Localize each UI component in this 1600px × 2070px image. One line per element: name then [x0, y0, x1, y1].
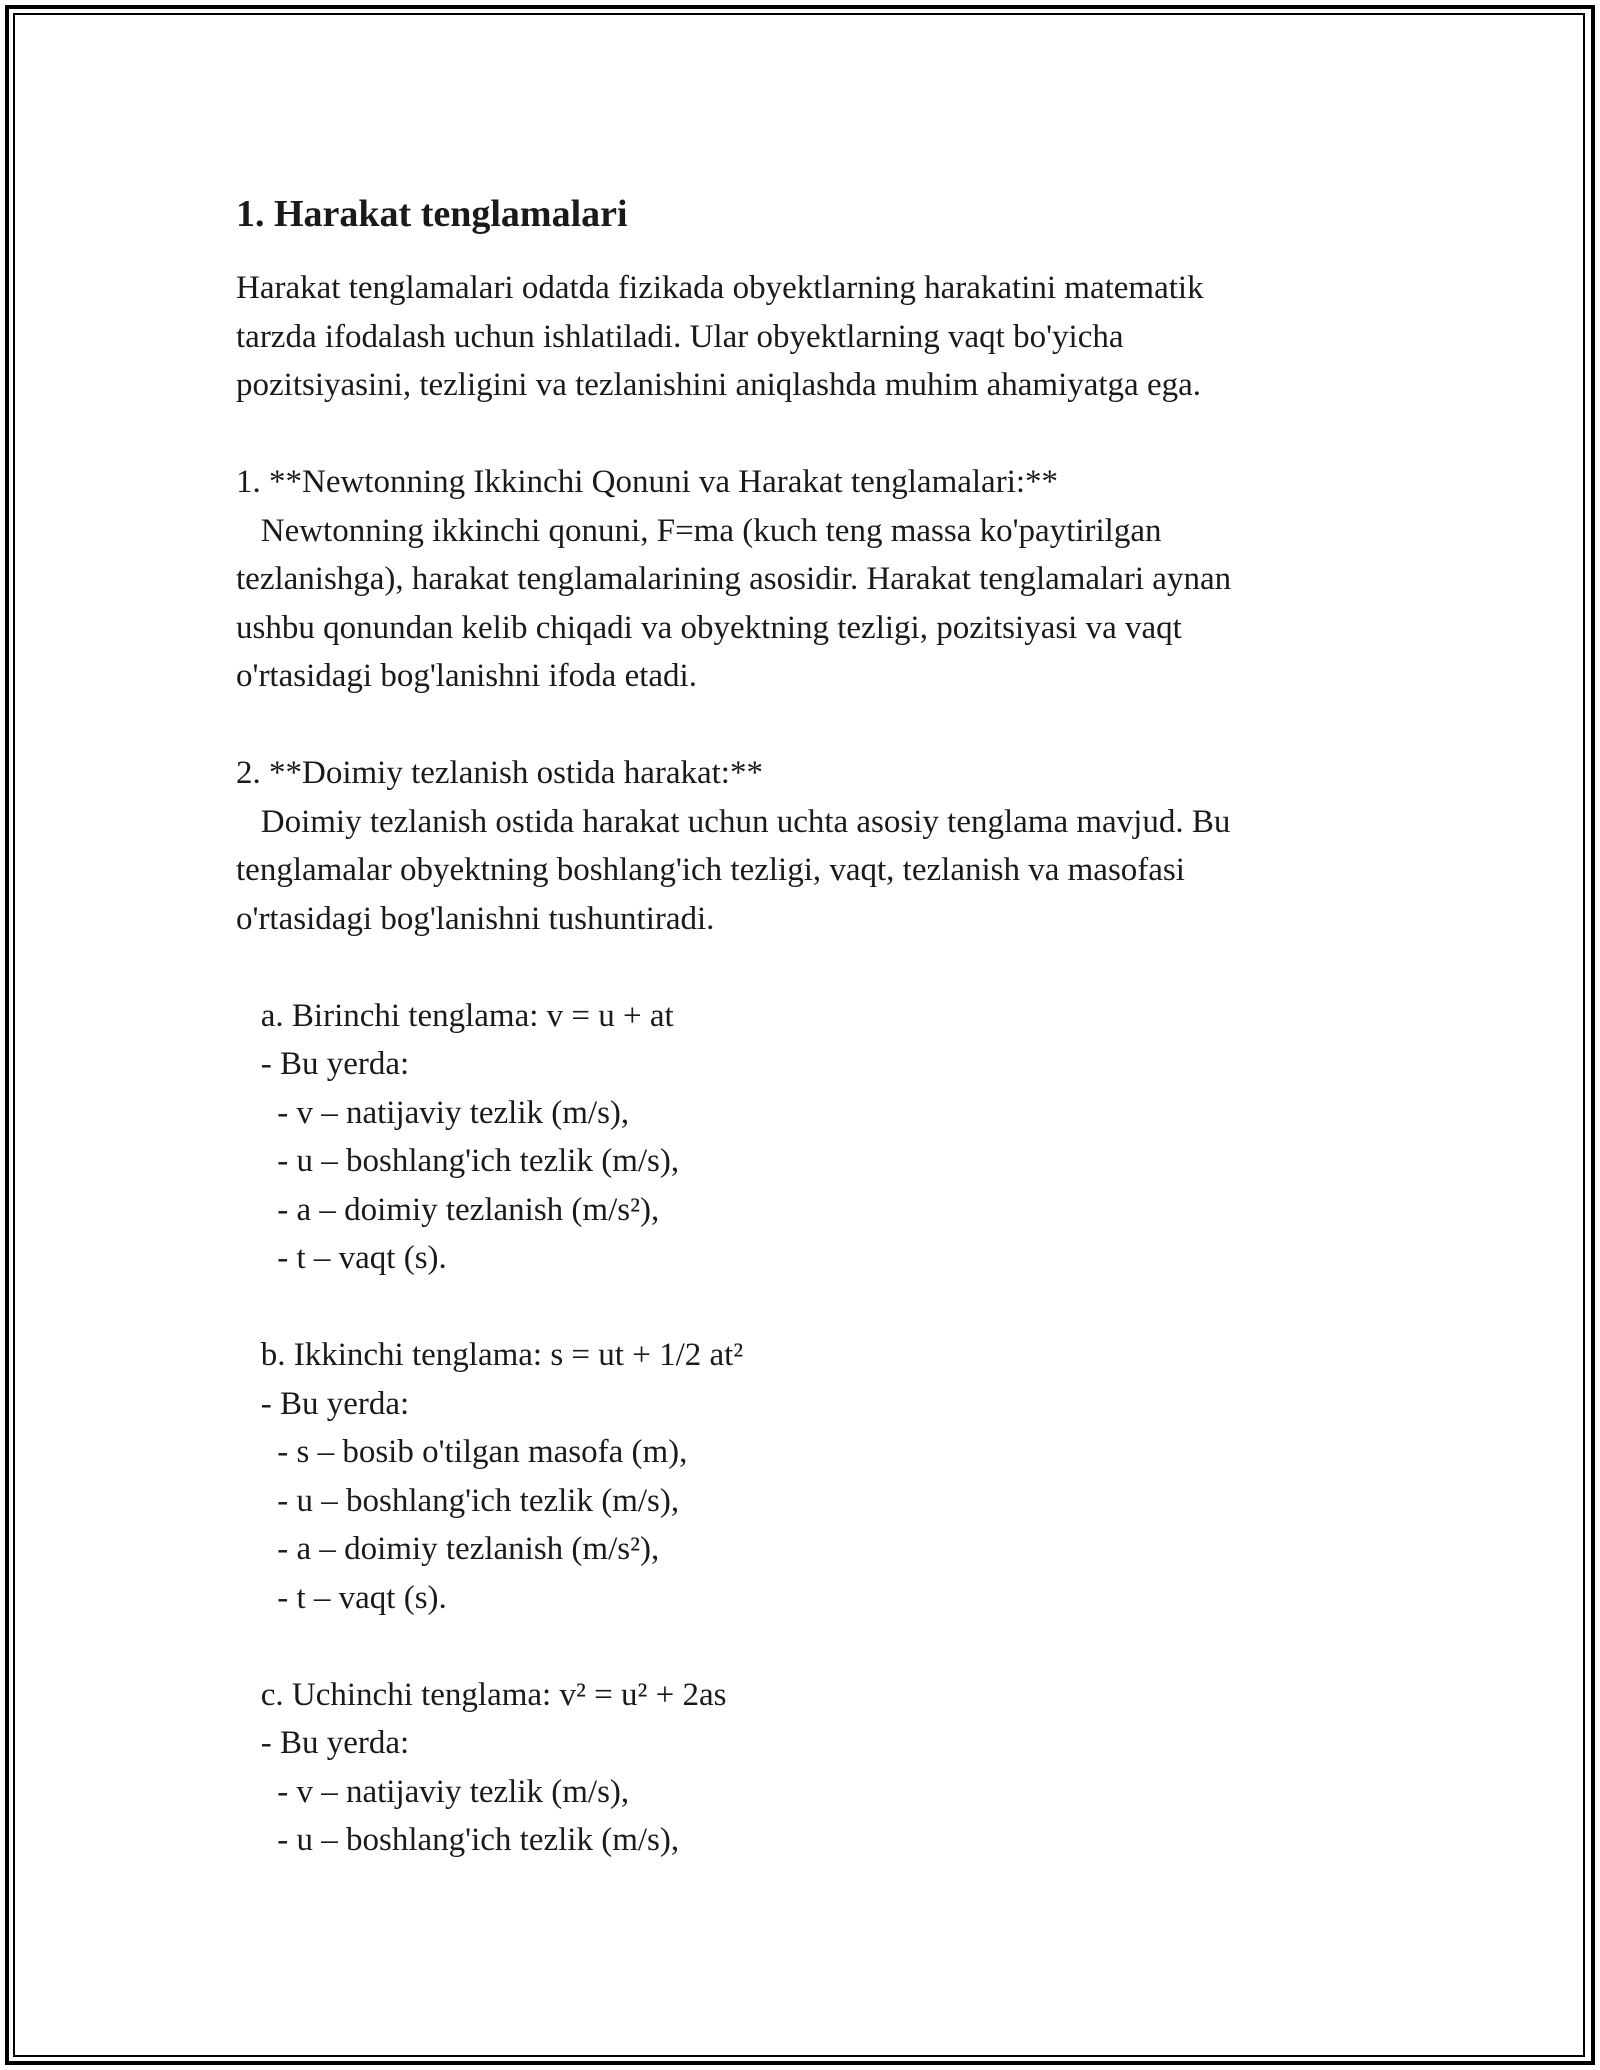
text-line: - v – natijaviy tezlik (m/s),: [236, 1773, 630, 1810]
text-line: - a – doimiy tezlanish (m/s²),: [236, 1531, 660, 1567]
text-line: o'rtasidagi bog'lanishni tushuntiradi.: [236, 900, 715, 937]
text-line: - t – vaqt (s).: [236, 1240, 447, 1276]
document-body: [236, 186, 1376, 1865]
text-line: [236, 943, 1376, 992]
text-line: a. Birinchi tenglama: v = u + at: [236, 997, 674, 1034]
text-line: c. Uchinchi tenglama: v² = u² + 2as: [236, 1676, 727, 1713]
text-line: ushbu qonundan kelib chiqadi va obyektning tezligi, pozitsiyasi va vaqt: [236, 609, 1182, 646]
text-line: b. Ikkinchi tenglama: s = ut + 1/2 at²: [236, 1337, 744, 1373]
text-line: - t – vaqt (s).: [236, 1579, 447, 1616]
text-line: Harakat tenglamalari odatda fizikada obyektlarning harakatini matematik: [236, 270, 1204, 306]
text-line: [236, 701, 1376, 750]
text-line: - u – boshlang'ich tezlik (m/s),: [236, 1482, 680, 1519]
section-title: 1. Harakat tenglamalari: [236, 193, 628, 235]
text-line: - s – bosib o'tilgan masofa (m),: [236, 1434, 688, 1470]
text-line: Newtonning ikkinchi qonuni, F=ma (kuch teng massa ko'paytirilgan: [236, 512, 1162, 549]
text-line: tarzda ifodalash uchun ishlatiladi. Ular obyektlarning vaqt bo'yicha: [236, 318, 1124, 355]
text-line: tezlanishga), harakat tenglamalarining asosidir. Harakat tenglamalari aynan: [236, 561, 1232, 597]
text-line: - Bu yerda:: [236, 1385, 410, 1422]
text-line: pozitsiyasini, tezligini va tezlanishini aniqlashda muhim ahamiyatga ega.: [236, 367, 1201, 403]
text-line: [236, 1283, 1376, 1332]
text-line: tenglamalar obyektning boshlang'ich tezligi, vaqt, tezlanish va masofasi: [236, 852, 1185, 888]
text-line: - a – doimiy tezlanish (m/s²),: [236, 1191, 660, 1228]
text-line: - u – boshlang'ich tezlik (m/s),: [236, 1143, 680, 1179]
text-line: - Bu yerda:: [236, 1725, 410, 1761]
text-line: - u – boshlang'ich tezlik (m/s),: [236, 1822, 680, 1858]
text-line: o'rtasidagi bog'lanishni ifoda etadi.: [236, 658, 697, 694]
text-line: - v – natijaviy tezlik (m/s),: [236, 1094, 630, 1131]
text-line: 2. **Doimiy tezlanish ostida harakat:**: [236, 755, 763, 791]
text-line: [236, 410, 1376, 459]
document-text: [236, 264, 1376, 1865]
text-line: 1. **Newtonning Ikkinchi Qonuni va Harakat tenglamalari:**: [236, 464, 1059, 500]
text-line: [236, 1622, 1376, 1671]
text-line: - Bu yerda:: [236, 1046, 410, 1082]
text-line: Doimiy tezlanish ostida harakat uchun uchta asosiy tenglama mavjud. Bu: [236, 803, 1231, 840]
